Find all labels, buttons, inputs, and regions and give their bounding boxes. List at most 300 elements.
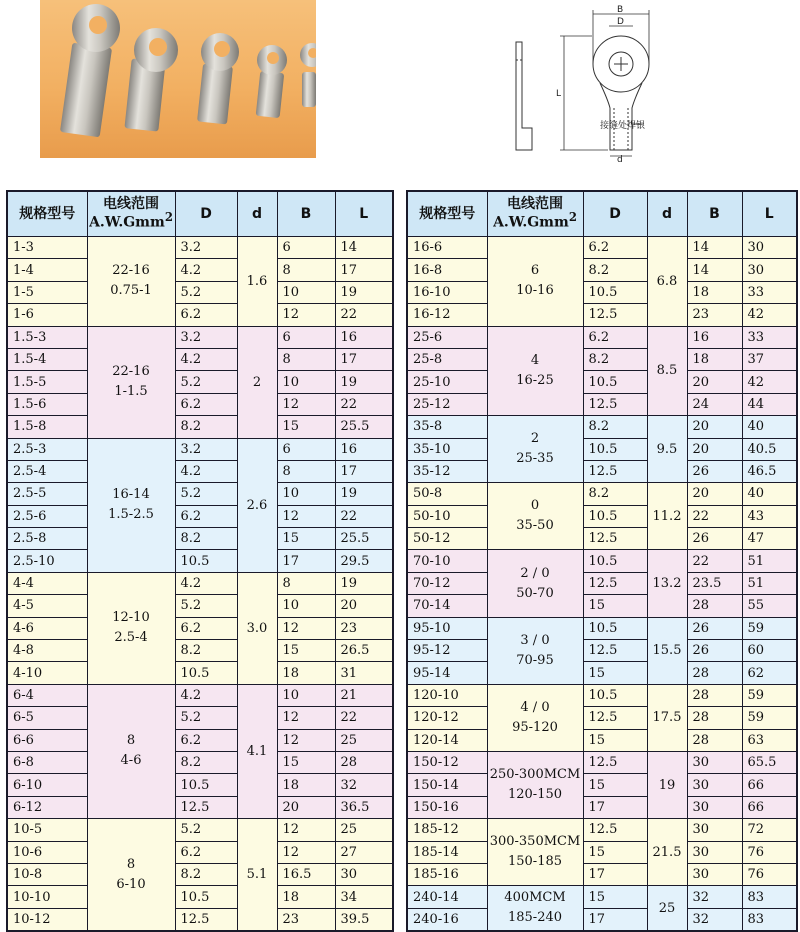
dim-d-cell: 15.5	[647, 617, 687, 684]
dim-D-cell: 4.2	[175, 259, 237, 281]
wire-range-line: 6	[530, 263, 540, 279]
table-row	[7, 572, 393, 594]
spec-cell: 25-12	[407, 393, 487, 415]
wire-range-cell	[487, 886, 583, 931]
ring-terminal-3	[197, 33, 239, 124]
dim-D-cell: 8.2	[175, 640, 237, 662]
dim-d-cell: 25	[647, 886, 687, 931]
table-row	[407, 281, 797, 303]
ring-terminals-illustration	[40, 0, 316, 158]
dim-L-cell: 83	[742, 908, 797, 931]
wire-range-line: 22-16	[112, 364, 150, 380]
dim-L-cell: 29.5	[335, 550, 393, 572]
dim-B-cell: 30	[687, 819, 742, 841]
dim-B-cell: 15	[277, 416, 335, 438]
wire-range-line: 16-25	[516, 372, 554, 388]
dim-D-cell: 3.2	[175, 326, 237, 348]
table-row	[407, 662, 797, 684]
col-L-header: L	[335, 191, 393, 237]
table-row	[407, 304, 797, 326]
dim-D-cell: 8.2	[175, 751, 237, 773]
dim-B-cell: 10	[277, 595, 335, 617]
dim-D-cell: 5.2	[175, 281, 237, 303]
range-header-sup: 2	[164, 210, 173, 225]
table-row	[407, 550, 797, 572]
dim-D-cell: 10.5	[583, 617, 647, 639]
wire-range-line: 250-300MCM	[489, 767, 581, 783]
range-header-sup: 2	[568, 210, 577, 225]
dim-B-cell: 18	[687, 348, 742, 370]
header-row	[7, 191, 393, 237]
table-row	[407, 326, 797, 348]
spec-cell: 6-12	[7, 796, 87, 818]
table-row	[7, 393, 393, 415]
wire-range-cell	[487, 483, 583, 550]
spec-cell: 2.5-10	[7, 550, 87, 572]
spec-cell: 4-4	[7, 572, 87, 594]
dim-d-label: d	[617, 155, 623, 162]
dim-d-cell: 17.5	[647, 684, 687, 751]
dim-L-cell: 26.5	[335, 640, 393, 662]
dim-B-cell: 28	[687, 595, 742, 617]
table-row	[7, 505, 393, 527]
dim-B-cell: 20	[687, 371, 742, 393]
dim-D-cell: 3.2	[175, 237, 237, 259]
spec-cell: 50-12	[407, 528, 487, 550]
table-row	[7, 528, 393, 550]
range-header-unit: A.W.Gmm	[493, 214, 569, 231]
dim-L-cell: 65.5	[742, 751, 797, 773]
table-row	[407, 416, 797, 438]
dim-D-cell: 10.5	[175, 774, 237, 796]
dim-B-cell: 10	[277, 281, 335, 303]
spec-cell: 6-10	[7, 774, 87, 796]
dim-L-cell: 25.5	[335, 528, 393, 550]
dim-d-cell: 3.0	[237, 572, 277, 684]
dim-B-cell: 23	[687, 304, 742, 326]
wire-range-line: 300-350MCM	[489, 834, 581, 850]
ring-terminal-1	[60, 4, 120, 137]
dim-L-cell: 51	[742, 550, 797, 572]
dim-D-cell: 6.2	[175, 841, 237, 863]
spec-cell: 10-10	[7, 886, 87, 908]
table-row	[407, 617, 797, 639]
spec-cell: 10-12	[7, 908, 87, 931]
spec-cell: 1-4	[7, 259, 87, 281]
table-row	[7, 908, 393, 931]
wire-range-line: 16-14	[112, 487, 150, 503]
dim-d-cell: 2	[237, 326, 277, 438]
dim-L-cell: 59	[742, 617, 797, 639]
wire-range-line: 1.5-2.5	[108, 507, 154, 523]
table-row	[7, 281, 393, 303]
dim-L-cell: 62	[742, 662, 797, 684]
dim-D-cell: 12.5	[175, 796, 237, 818]
dim-D-cell: 10.5	[583, 550, 647, 572]
table-row	[407, 729, 797, 751]
dim-L-cell: 16	[335, 438, 393, 460]
dim-D-cell: 10.5	[583, 505, 647, 527]
dim-L-cell: 27	[335, 841, 393, 863]
dim-L-cell: 30	[742, 237, 797, 259]
dim-B-cell: 12	[277, 819, 335, 841]
dim-L-cell: 30	[335, 863, 393, 885]
wire-range-line: 50-70	[516, 585, 554, 601]
dim-D-cell: 8.2	[175, 528, 237, 550]
table-row	[407, 819, 797, 841]
dim-D-cell: 5.2	[175, 371, 237, 393]
dim-d-cell: 9.5	[647, 416, 687, 483]
dim-B-cell: 26	[687, 617, 742, 639]
dim-L-cell: 51	[742, 572, 797, 594]
spec-cell: 50-8	[407, 483, 487, 505]
table-row	[407, 572, 797, 594]
dim-B-cell: 30	[687, 751, 742, 773]
range-header-line1: 电线范围	[507, 196, 563, 213]
dim-D-cell: 5.2	[175, 595, 237, 617]
dim-D-cell: 8.2	[583, 416, 647, 438]
spec-cell: 6-4	[7, 684, 87, 706]
table-row	[7, 774, 393, 796]
dim-B-cell: 14	[687, 237, 742, 259]
dim-D-cell: 4.2	[175, 684, 237, 706]
spec-cell: 6-5	[7, 707, 87, 729]
spec-cell: 1-6	[7, 304, 87, 326]
spec-cell: 35-12	[407, 460, 487, 482]
wire-range-line: 2	[530, 431, 540, 447]
spec-cell: 1-3	[7, 237, 87, 259]
dim-B-cell: 20	[687, 416, 742, 438]
table-row	[407, 707, 797, 729]
spec-cell: 25-8	[407, 348, 487, 370]
dim-B-cell: 12	[277, 505, 335, 527]
table-row	[407, 393, 797, 415]
dim-L-cell: 37	[742, 348, 797, 370]
dim-L-cell: 55	[742, 595, 797, 617]
dim-B-cell: 30	[687, 863, 742, 885]
dim-B-cell: 20	[277, 796, 335, 818]
table-row	[7, 841, 393, 863]
dim-D-cell: 12.5	[583, 707, 647, 729]
dim-L-cell: 22	[335, 707, 393, 729]
dim-L-cell: 14	[335, 237, 393, 259]
table-row	[7, 640, 393, 662]
dim-B-cell: 26	[687, 460, 742, 482]
dim-D-cell: 17	[583, 863, 647, 885]
spec-cell: 50-10	[407, 505, 487, 527]
spec-cell: 120-10	[407, 684, 487, 706]
dim-L-cell: 25.5	[335, 416, 393, 438]
table-row	[7, 304, 393, 326]
dim-D-cell: 6.2	[175, 729, 237, 751]
wire-range-cell	[487, 550, 583, 617]
dim-L-cell: 63	[742, 729, 797, 751]
dim-D-cell: 10.5	[175, 886, 237, 908]
table-row	[407, 259, 797, 281]
col-d-header: d	[237, 191, 277, 237]
dim-d-cell: 21.5	[647, 819, 687, 886]
wire-range-cell	[487, 684, 583, 751]
spec-cell: 1.5-8	[7, 416, 87, 438]
col-spec-header: 规格型号	[7, 191, 87, 237]
dim-D-cell: 17	[583, 796, 647, 818]
dim-L-cell: 44	[742, 393, 797, 415]
col-range-header	[87, 191, 175, 237]
wire-range-line: 6-10	[116, 876, 146, 892]
wire-range-line: 2.5-4	[114, 630, 148, 646]
spec-cell: 10-5	[7, 819, 87, 841]
wire-range-cell	[487, 751, 583, 818]
dim-L-cell: 31	[335, 662, 393, 684]
wire-range-cell	[87, 819, 175, 931]
spec-cell: 4-6	[7, 617, 87, 639]
dim-D-cell: 4.2	[175, 460, 237, 482]
spec-cell: 2.5-8	[7, 528, 87, 550]
dim-L-cell: 36.5	[335, 796, 393, 818]
dim-L-cell: 66	[742, 796, 797, 818]
wire-range-cell	[487, 416, 583, 483]
dim-L-cell: 83	[742, 886, 797, 908]
dim-B-cell: 28	[687, 684, 742, 706]
dim-L-cell: 21	[335, 684, 393, 706]
dim-L-label: L	[556, 89, 562, 99]
dim-B-cell: 12	[277, 729, 335, 751]
dim-B-cell: 12	[277, 841, 335, 863]
dim-d-cell: 13.2	[647, 550, 687, 617]
table-row	[7, 460, 393, 482]
spec-table-left	[6, 190, 394, 932]
spec-cell: 6-6	[7, 729, 87, 751]
dim-d-cell: 8.5	[647, 326, 687, 416]
range-header-line2	[88, 211, 175, 230]
dim-D-cell: 12.5	[583, 751, 647, 773]
dim-L-cell: 32	[335, 774, 393, 796]
table-row	[407, 863, 797, 885]
spec-cell: 70-14	[407, 595, 487, 617]
wire-range-cell	[87, 438, 175, 572]
dim-B-cell: 32	[687, 908, 742, 931]
dim-B-cell: 23	[277, 908, 335, 931]
header-row	[407, 191, 797, 237]
dim-D-cell: 15	[583, 774, 647, 796]
dim-D-cell: 15	[583, 841, 647, 863]
dim-D-cell: 8.2	[583, 259, 647, 281]
wire-range-line: 8	[126, 733, 136, 749]
spec-cell: 25-6	[407, 326, 487, 348]
dim-B-cell: 8	[277, 259, 335, 281]
wire-range-line: 0	[530, 498, 540, 514]
dim-B-cell: 10	[277, 684, 335, 706]
dim-L-cell: 22	[335, 304, 393, 326]
wire-range-line: 95-120	[512, 719, 558, 735]
dim-D-cell: 12.5	[583, 528, 647, 550]
table-row	[407, 460, 797, 482]
dim-D-cell: 4.2	[175, 572, 237, 594]
technical-drawing	[480, 0, 662, 162]
dim-D-cell: 12.5	[175, 908, 237, 931]
table-row	[7, 707, 393, 729]
dim-D-cell: 10.5	[583, 438, 647, 460]
table-row	[407, 595, 797, 617]
table-row	[407, 348, 797, 370]
table-row	[7, 259, 393, 281]
col-B-header: B	[687, 191, 742, 237]
dim-d-cell: 5.1	[237, 819, 277, 931]
wire-range-line: 185-240	[507, 910, 563, 926]
dim-L-cell: 19	[335, 371, 393, 393]
wire-range-line: 4	[530, 352, 540, 368]
table-row	[7, 819, 393, 841]
ring-terminal-2	[124, 28, 178, 132]
spec-cell: 35-8	[407, 416, 487, 438]
dim-L-cell: 47	[742, 528, 797, 550]
wire-range-cell	[87, 237, 175, 327]
dim-D-cell: 6.2	[583, 237, 647, 259]
dim-L-cell: 42	[742, 371, 797, 393]
dim-L-cell: 30	[742, 259, 797, 281]
dim-L-cell: 40	[742, 416, 797, 438]
dim-D-cell: 5.2	[175, 707, 237, 729]
spec-cell: 16-12	[407, 304, 487, 326]
dim-D-cell: 5.2	[175, 819, 237, 841]
table-row	[407, 774, 797, 796]
dim-D-cell: 6.2	[175, 393, 237, 415]
dim-B-cell: 8	[277, 572, 335, 594]
spec-cell: 120-14	[407, 729, 487, 751]
dim-L-cell: 43	[742, 505, 797, 527]
spec-cell: 240-16	[407, 908, 487, 931]
table-row	[7, 348, 393, 370]
dim-B-cell: 16	[687, 326, 742, 348]
spec-cell: 70-12	[407, 572, 487, 594]
dim-D-cell: 10.5	[583, 371, 647, 393]
table-row	[407, 796, 797, 818]
ring-terminal-4	[256, 45, 287, 118]
dim-L-cell: 42	[742, 304, 797, 326]
wire-range-cell	[487, 617, 583, 684]
table-row	[407, 640, 797, 662]
solder-note: 接缝处焊银	[600, 121, 646, 131]
table-row	[7, 371, 393, 393]
dim-D-cell: 12.5	[583, 393, 647, 415]
wire-range-line: 120-150	[507, 787, 563, 803]
dim-B-cell: 30	[687, 796, 742, 818]
table-row	[7, 326, 393, 348]
dim-L-cell: 40	[742, 483, 797, 505]
wire-range-line: 4-6	[120, 753, 142, 769]
dim-B-cell: 18	[277, 774, 335, 796]
table-row	[407, 684, 797, 706]
dim-d-cell: 1.6	[237, 237, 277, 327]
side-view	[516, 42, 532, 150]
dimension-lines	[560, 10, 649, 156]
spec-cell: 150-16	[407, 796, 487, 818]
spec-cell: 1-5	[7, 281, 87, 303]
dim-B-cell: 8	[277, 348, 335, 370]
dim-B-cell: 24	[687, 393, 742, 415]
spec-cell: 25-10	[407, 371, 487, 393]
dim-B-cell: 26	[687, 640, 742, 662]
spec-table-right-body	[407, 237, 797, 932]
table-row	[7, 550, 393, 572]
wire-range-line: 70-95	[516, 652, 554, 668]
wire-range-line: 4 / 0	[520, 699, 550, 715]
wire-range-cell	[87, 326, 175, 438]
dim-L-cell: 28	[335, 751, 393, 773]
dim-B-cell: 15	[277, 640, 335, 662]
dim-B-cell: 30	[687, 841, 742, 863]
dim-D-cell: 12.5	[583, 304, 647, 326]
dim-L-cell: 33	[742, 281, 797, 303]
dim-D-cell: 15	[583, 886, 647, 908]
spec-cell: 10-8	[7, 863, 87, 885]
dim-D-cell: 12.5	[583, 572, 647, 594]
dim-B-cell: 8	[277, 460, 335, 482]
dim-D-cell: 3.2	[175, 438, 237, 460]
dim-B-cell: 26	[687, 528, 742, 550]
dim-B-cell: 32	[687, 886, 742, 908]
wire-range-line: 22-16	[112, 263, 150, 279]
wire-range-line: 150-185	[507, 854, 563, 870]
dim-L-cell: 17	[335, 348, 393, 370]
dim-d-cell: 6.8	[647, 237, 687, 327]
dim-B-cell: 30	[687, 774, 742, 796]
dim-D-cell: 6.2	[175, 617, 237, 639]
dim-L-cell: 40.5	[742, 438, 797, 460]
table-row	[407, 438, 797, 460]
dim-D-cell: 12.5	[583, 460, 647, 482]
wire-range-line: 400MCM	[504, 890, 566, 906]
dim-B-cell: 12	[277, 617, 335, 639]
dim-B-cell: 6	[277, 237, 335, 259]
spec-cell: 16-8	[407, 259, 487, 281]
table-row	[7, 863, 393, 885]
table-row	[407, 528, 797, 550]
table-row	[7, 796, 393, 818]
dim-B-cell: 12	[277, 393, 335, 415]
spec-cell: 16-10	[407, 281, 487, 303]
col-B-header: B	[277, 191, 335, 237]
table-row	[7, 595, 393, 617]
dim-B-cell: 10	[277, 371, 335, 393]
dim-d-cell: 19	[647, 751, 687, 818]
table-row	[407, 841, 797, 863]
table-row	[7, 751, 393, 773]
spec-cell: 4-8	[7, 640, 87, 662]
wire-range-cell	[487, 819, 583, 886]
spec-table-left-body	[7, 237, 393, 932]
dim-L-cell: 76	[742, 863, 797, 885]
dim-L-cell: 33	[742, 326, 797, 348]
spec-cell: 95-14	[407, 662, 487, 684]
table-row	[7, 617, 393, 639]
wire-range-line: 8	[126, 856, 136, 872]
spec-cell: 150-14	[407, 774, 487, 796]
spec-cell: 1.5-5	[7, 371, 87, 393]
spec-cell: 4-5	[7, 595, 87, 617]
dim-B-cell: 18	[277, 886, 335, 908]
dim-B-cell: 6	[277, 326, 335, 348]
table-row	[407, 237, 797, 259]
top-view	[593, 36, 649, 150]
spec-cell: 1.5-6	[7, 393, 87, 415]
spec-cell: 150-12	[407, 751, 487, 773]
dim-L-cell: 17	[335, 460, 393, 482]
dim-D-cell: 8.2	[583, 348, 647, 370]
dim-B-label: B	[617, 5, 624, 15]
dim-B-cell: 12	[277, 304, 335, 326]
range-header-line2	[488, 211, 583, 230]
